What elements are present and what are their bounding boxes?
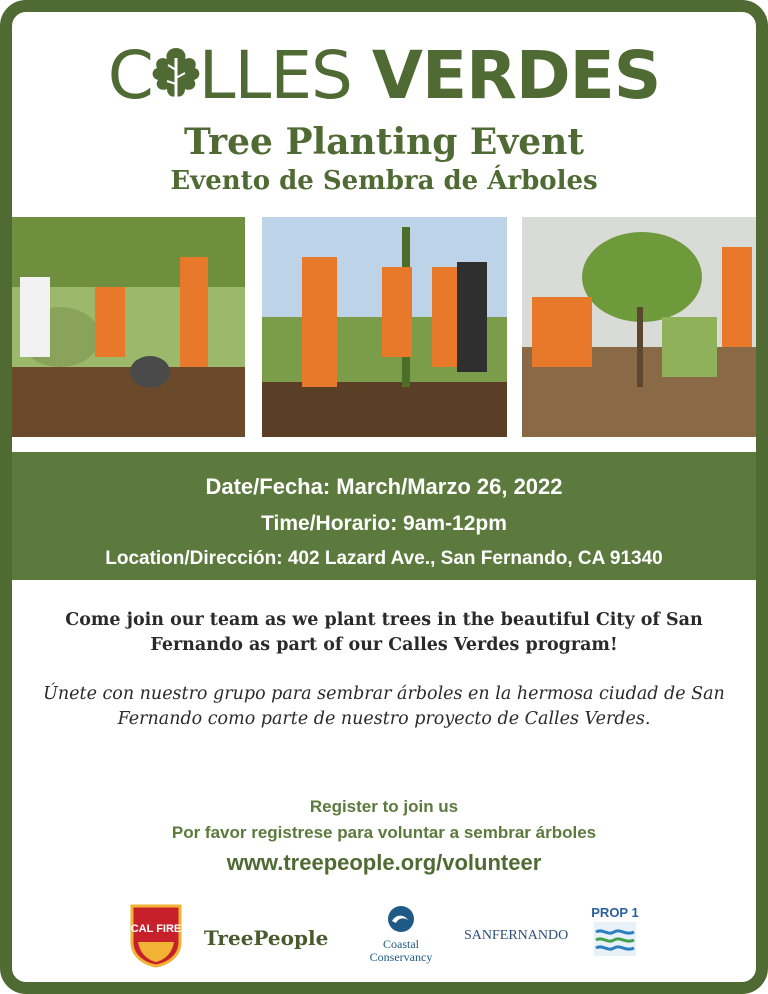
description-spanish: Únete con nuestro grupo para sembrar árboles en la hermosa ciudad de San Fernando como parte de nuestro proyecto de Calles Verdes. — [43, 684, 725, 729]
prop-1-logo — [590, 906, 640, 964]
sponsor-logos — [12, 902, 756, 972]
brand-logo — [12, 36, 756, 116]
coastal-conservancy-logo — [360, 904, 442, 966]
oak-leaf-icon — [149, 44, 203, 104]
coastal-line-2: Conservancy — [369, 950, 433, 964]
brand-calles-rest: LLES — [198, 37, 352, 114]
photo-volunteers-planting-3 — [522, 217, 768, 437]
event-date: Date/Fecha: March/Marzo 26, 2022 — [205, 474, 563, 499]
photo-volunteers-planting-2 — [262, 217, 507, 437]
event-title-english: Tree Planting Event — [184, 121, 584, 163]
event-location: Location/Dirección: 402 Lazard Ave., San Fernando, CA 91340 — [105, 548, 663, 569]
prop-1-title: PROP 1 — [591, 905, 639, 920]
register-spanish: Por favor registrese para voluntar a sembrar árboles — [171, 823, 597, 842]
calfire-logo-text: CAL FIRE — [130, 923, 182, 935]
event-time: Time/Horario: 9am-12pm — [261, 512, 507, 535]
register-heading: Register to join us — [309, 797, 459, 816]
brand-calles-c: C — [107, 37, 153, 114]
city-of-san-fernando-logo: SANFERNANDO — [464, 928, 569, 943]
wave-icon — [386, 904, 416, 934]
event-title-spanish: Evento de Sembra de Árboles — [170, 166, 598, 196]
brand-verdes: VERDES — [371, 37, 661, 114]
treepeople-logo: TreePeople — [204, 926, 329, 950]
description-english: Come join our team as we plant trees in the beautiful City of San Fernando as part of our Calles Verdes program! — [65, 610, 703, 655]
water-waves-icon — [590, 920, 640, 960]
volunteer-link[interactable]: www.treepeople.org/volunteer — [226, 850, 542, 875]
coastal-line-1: Coastal — [383, 937, 419, 951]
event-details-band — [0, 452, 768, 580]
calfire-logo — [128, 902, 184, 968]
photo-volunteers-planting-1 — [0, 217, 245, 437]
